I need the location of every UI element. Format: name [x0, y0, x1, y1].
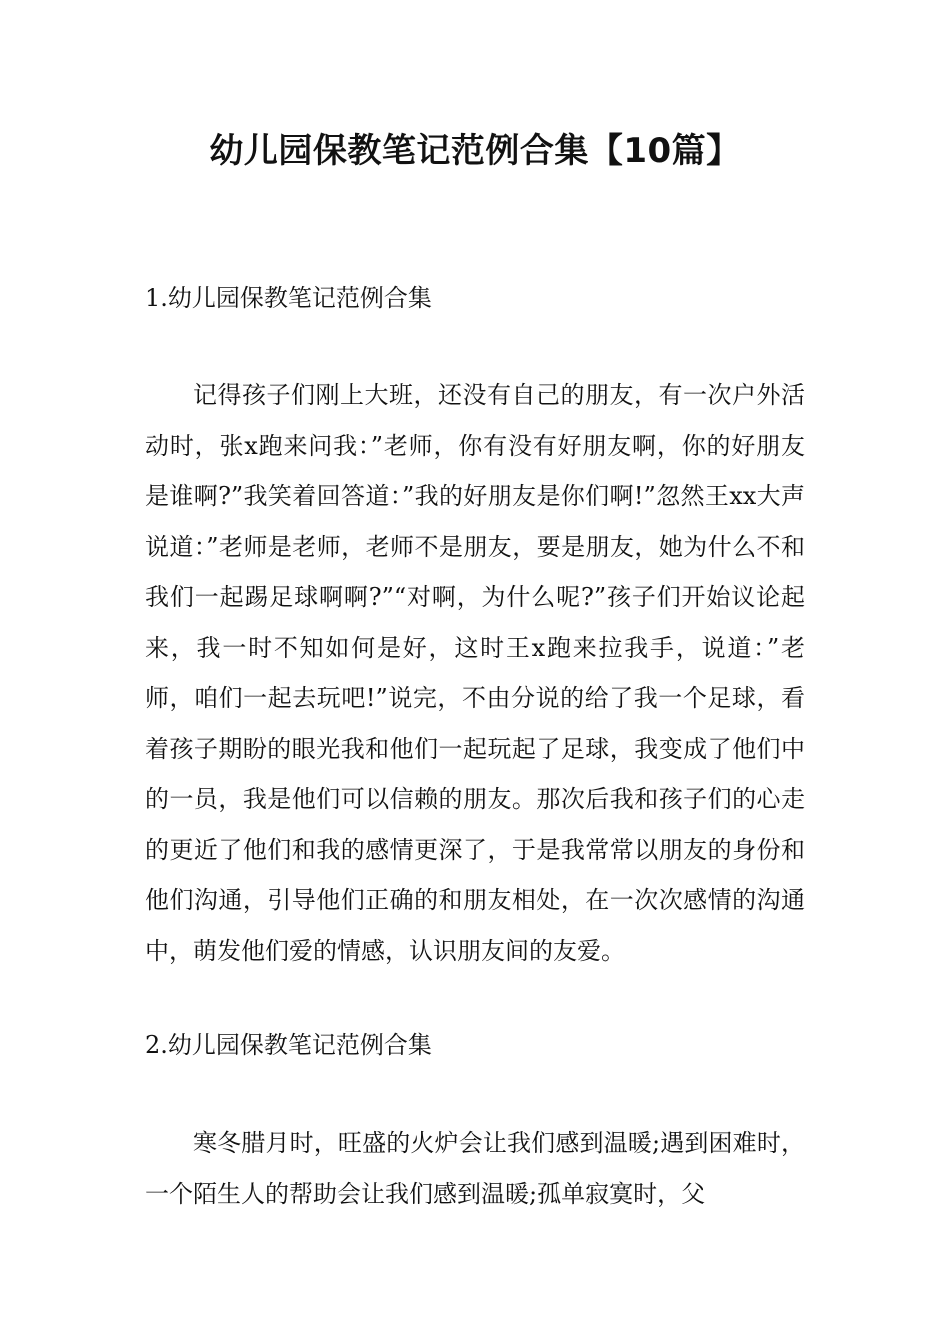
section-body-2: 寒冬腊月时，旺盛的火炉会让我们感到温暖;遇到困难时，一个陌生人的帮助会让我们感到温暖;孤单寂寞时，父: [145, 1129, 805, 1208]
document-title: 幼儿园保教笔记范例合集【10篇】: [209, 131, 741, 171]
section-heading-2: 2.幼儿园保教笔记范例合集: [145, 1031, 432, 1059]
section-body-1: 记得孩子们刚上大班，还没有自己的朋友，有一次户外活动时，张x跑来问我：”老师，你有没有好朋友啊，你的好朋友是谁啊?”我笑着回答道：”我的好朋友是你们啊!”忽然王xx大声说道：”老师是老师，老师不是朋友，要是朋友，她为什么不和我们一起踢足球啊啊?”“对啊，为什么呢?”孩子们开始议论起来，我一时不知如何是好，这时王x跑来拉我手，说道：”老师，咱们一起去玩吧!”说完，不由分说的给了我一个足球，看着孩子期盼的眼光我和他们一起玩起了足球，我变成了他们中的一员，我是他们可以信赖的朋友。那次后我和孩子们的心走的更近了他们和我的感情更深了，于是我常常以朋友的身份和他们沟通，引导他们正确的和朋友相处，在一次次感情的沟通中，萌发他们爱的情感，认识朋友间的友爱。: [145, 381, 805, 965]
section-heading-1: 1.幼儿园保教笔记范例合集: [145, 284, 432, 312]
